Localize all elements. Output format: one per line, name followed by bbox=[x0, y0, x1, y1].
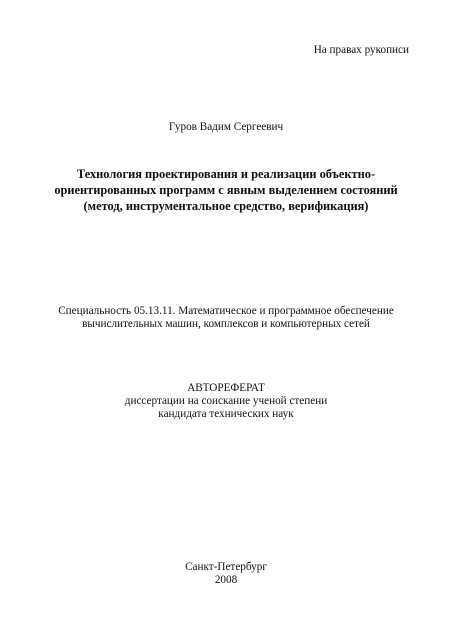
specialty-line-2: вычислительных машин, комплексов и компьютерных сетей bbox=[82, 318, 370, 330]
author-name: Гуров Вадим Сергеевич bbox=[168, 121, 284, 133]
title-line-1: Технология проектирования и реализации объектно- bbox=[76, 167, 376, 181]
dissertation-line-1: диссертации на соискание ученой степени bbox=[124, 395, 328, 407]
dissertation-line-2: кандидата технических наук bbox=[158, 408, 294, 420]
manuscript-rights-note: На правах рукописи bbox=[313, 44, 409, 56]
year: 2008 bbox=[214, 574, 238, 586]
city: Санкт-Петербург bbox=[185, 561, 267, 573]
title-line-2: ориентированных программ с явным выделением состояний bbox=[54, 183, 398, 197]
abstract-label: АВТОРЕФЕРАТ bbox=[187, 382, 265, 394]
specialty-line-1: Специальность 05.13.11. Математическое и программное обеспечение bbox=[58, 305, 394, 317]
title-line-3: (метод, инструментальное средство, верификация) bbox=[83, 199, 369, 213]
